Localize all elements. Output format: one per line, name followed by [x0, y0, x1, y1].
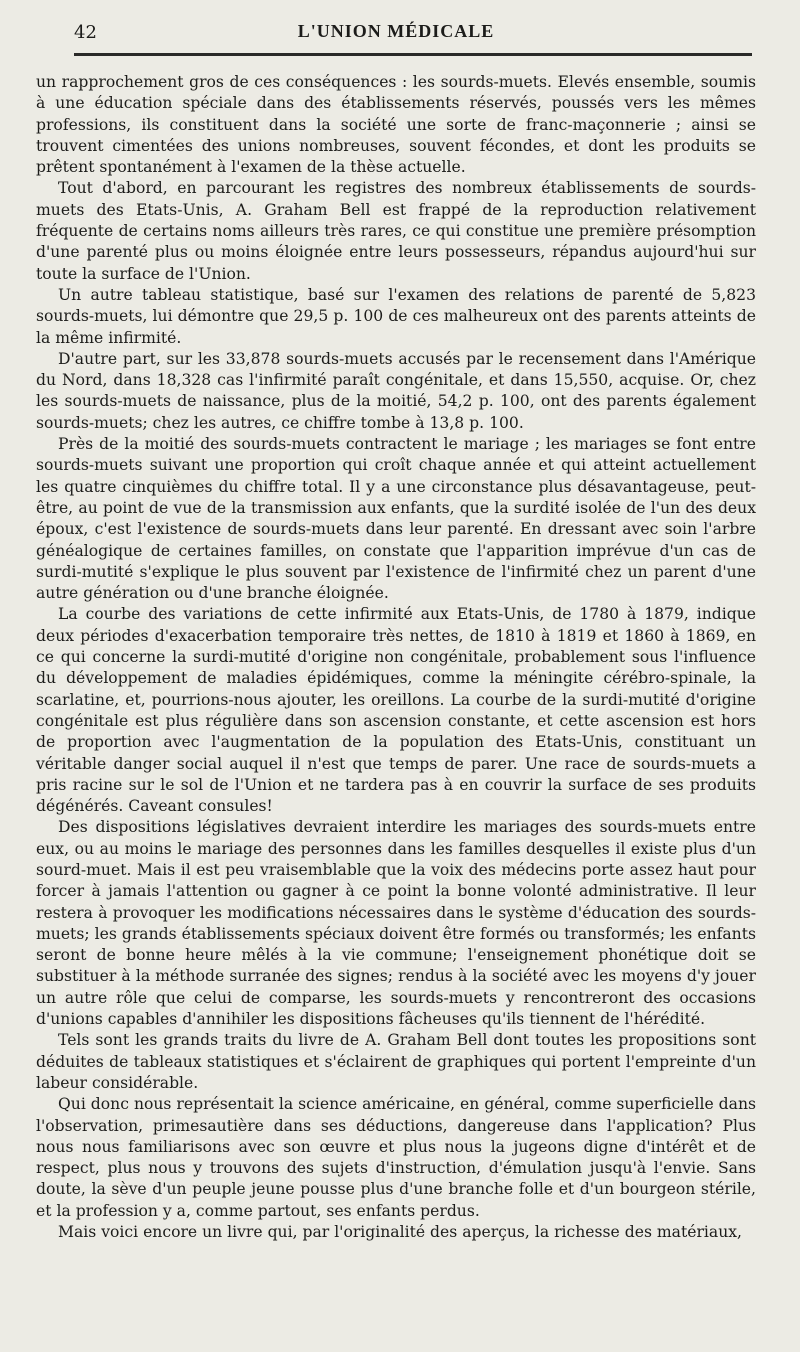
page-number: 42 [74, 22, 97, 43]
paragraph-nouveau-livre: Mais voici encore un livre qui, par l'originalité des aperçus, la richesse des matériaux, [58, 1223, 743, 1242]
paragraph-continuation: un rapprochement gros de ces conséquences : les sourds-muets. Elevés ensemble, soumis à une éducation spéciale dans des établissements réservés, poussés vers les mêmes professions, ils constituent dans la société une sorte de franc-maçonnerie ; ainsi se trouvent cimentées des unions nombreuses, souvent fécondes, et dont les produits se prêtent spontanément à l'examen de la thèse actuelle. [36, 73, 756, 177]
header-rule [74, 53, 752, 56]
page-header [36, 0, 756, 52]
running-title: L'UNION MÉDICALE [297, 21, 495, 41]
paragraph-courbe: La courbe des variations de cette infirmité aux Etats-Unis, de 1780 à 1879, indique deux périodes d'exacerbation temporaire très nettes, de 1810 à 1819 et 1860 à 1869, en ce qui concerne la surdi-mutité d'origine non congénitale, probablement sous l'influence du développement de maladies épidémiques, comme la méningite cérébro-spinale, la scarlatine, et, pourrions-nous ajouter, les oreillons. La courbe de la surdi-mutité d'origine congénitale est plus régulière dans son ascension constante, et cette ascension est hors de proportion avec l'augmentation de la population des Etats-Unis, constituant un véritable danger social auquel il n'est que temps de parer. Une race de sourds-muets a pris racine sur le sol de l'Union et ne tardera pas à en couvrir la surface de ses produits dégénérés. Caveant consules! [36, 605, 756, 816]
paragraph-tableau-statistique: Un autre tableau statistique, basé sur l'examen des relations de parenté de 5,823 sourds-muets, lui démontre que 29,5 p. 100 de ces malheureux ont des parents atteints de la même infirmité. [36, 285, 756, 347]
paragraph-mariage: Près de la moitié des sourds-muets contractent le mariage ; les mariages se font entre sourds-muets suivant une proportion qui croît chaque année et qui atteint actuellement les quatre cinquièmes du chiffre total. Il y a une circonstance plus désavantageuse, peut-être, au point de vue de la transmission aux enfants, que la surdité isolée de l'un des deux époux, c'est l'existence de sourds-muets dans leur parenté. En dressant avec soin l'arbre généalogique de certaines familles, on constate que l'apparition imprévue d'un cas de surdi-mutité s'explique le plus souvent par l'existence de l'infirmité chez un parent d'une autre génération ou d'une branche éloignée. [36, 435, 756, 603]
paragraph-traits-du-livre: Tels sont les grands traits du livre de A. Graham Bell dont toutes les propositions sont déduites de tableaux statistiques et s'éclairent de graphiques qui portent l'empreinte d'un labeur considérable. [36, 1031, 756, 1092]
paragraph-dispositions: Des dispositions législatives devraient interdire les mariages des sourds-muets entre eux, ou au moins le mariage des personnes dans les familles desquelles il existe plus d'un sourd-muet. Mais il est peu vraisemblable que la voix des médecins porte assez haut pour forcer à jamais l'attention ou gagner à ce point la bonne volonté administrative. Il leur restera à provoquer les modifications nécessaires dans le système d'éducation des sourds-muets; les grands établissements spéciaux doivent être formés ou transformés; les enfants seront de bonne heure mêlés à la vie commune; l'enseignement phonétique doit se substituer à la méthode surranée des signes; rendus à la société avec les moyens d'y jouer un autre rôle que celui de comparse, les sourds-muets y rencontreront des occasions d'unions capables d'annihiler les dispositions fâcheuses qu'ils tiennent de l'hérédité. [36, 818, 756, 1029]
article-body [36, 72, 756, 1243]
paragraph-science-americaine: Qui donc nous représentait la science américaine, en général, comme superficielle dans l'observation, primesautière dans ses déductions, dangereuse dans l'application? Plus nous nous familiarisons avec son œuvre et plus nous la jugeons digne d'intérêt et de respect, plus nous y trouvons des sujets d'instruction, d'émulation jusqu'à l'envie. Sans doute, la sève d'un peuple jeune pousse plus d'une branche folle et d'un bourgeon stérile, et la profession y a, comme partout, ses enfants perdus. [36, 1095, 756, 1220]
paragraph-registres: Tout d'abord, en parcourant les registres des nombreux établissements de sourds-muets des Etats-Unis, A. Graham Bell est frappé de la reproduction relativement fréquente de certains noms ailleurs très rares, ce qui constitue une première présomption d'une parenté plus ou moins éloignée entre leurs possesseurs, répandus aujourd'hui sur toute la surface de l'Union. [36, 179, 756, 283]
paragraph-recensement: D'autre part, sur les 33,878 sourds-muets accusés par le recensement dans l'Amérique du Nord, dans 18,328 cas l'infirmité paraît congénitale, et dans 15,550, acquise. Or, chez les sourds-muets de naissance, plus de la moitié, 54,2 p. 100, ont des parents également sourds-muets; chez les autres, ce chiffre tombe à 13,8 p. 100. [36, 349, 756, 432]
